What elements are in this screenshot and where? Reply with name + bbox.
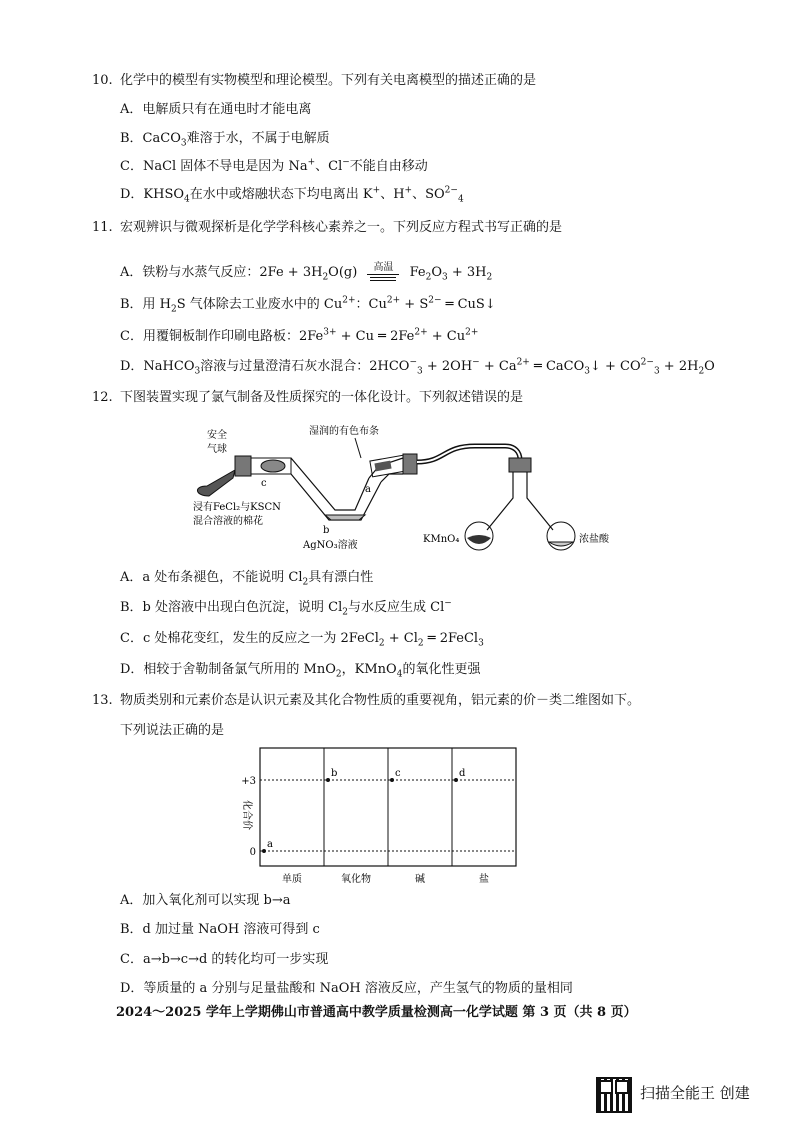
subscript: 3: [653, 366, 660, 377]
text: O: [704, 359, 715, 374]
q11-option-b[interactable]: [120, 297, 496, 313]
superscript: 2−: [428, 295, 442, 306]
text: + Cl: [384, 631, 418, 646]
text: O: [431, 265, 442, 280]
q13-option-b[interactable]: [120, 922, 320, 938]
left-stopper: [235, 456, 251, 476]
text: 溶液与过量澄清石灰水混合：2HCO: [200, 359, 410, 374]
q10-stem: [92, 73, 536, 89]
superscript: 2−: [640, 357, 654, 368]
superscript: 2+: [465, 327, 479, 338]
subscript: 2: [417, 638, 424, 649]
superscript: 2−: [444, 185, 458, 196]
text: + Cu ═ 2Fe: [336, 329, 415, 344]
q10-option-c[interactable]: [120, 159, 428, 175]
x-category-label: 单质: [282, 874, 302, 885]
text: + Ca: [479, 359, 517, 374]
y-tube: [487, 472, 553, 530]
subscript: 4: [396, 669, 403, 680]
chart-ylabel: 化合价: [241, 800, 252, 830]
q12-stem-text: 下图装置实现了氯气制备及性质探究的一体化设计。下列叙述错误的是: [120, 390, 524, 405]
superscript: −: [472, 357, 480, 368]
subscript: 3: [180, 138, 187, 149]
data-point-label: a: [267, 839, 273, 850]
text: D．NaHCO: [120, 359, 195, 374]
q13-option-c[interactable]: [120, 952, 328, 968]
label-cotton-1: 浸有FeCl₂与KSCN: [193, 502, 281, 513]
subscript: 2: [171, 304, 177, 315]
text: 不能自由移动: [349, 159, 428, 174]
reaction-condition: [367, 262, 399, 283]
y-tube-stopper: [509, 458, 531, 472]
q13-stem: [92, 693, 640, 709]
text: C．c 处棉花变红，发生的反应之一为 2FeCl: [120, 631, 379, 646]
q10-number: 10.: [92, 73, 113, 88]
q12-stem: [92, 390, 523, 406]
text: 的氧化性更强: [402, 662, 481, 677]
label-b: b: [323, 525, 330, 536]
text: 难溶于水，不属于电解质: [186, 131, 330, 146]
q13-number: 13.: [92, 693, 113, 708]
hcl-liquid: [549, 542, 573, 546]
apparatus-diagram: [175, 418, 609, 558]
text: 在水中或熔融状态下均电离出 K: [189, 187, 373, 202]
x-category-label: 碱: [415, 874, 425, 885]
q11-option-d[interactable]: [120, 359, 715, 375]
label-wet-strip: 湿润的有色布条: [309, 426, 379, 437]
text: O(g): [328, 265, 358, 280]
text: ═ CuS↓: [441, 297, 496, 312]
q10-option-a-text: A．电解质只有在通电时才能电离: [120, 102, 312, 117]
data-point-c: [390, 778, 394, 782]
safety-balloon: [197, 470, 235, 496]
subscript: 2: [302, 577, 309, 588]
text: 、H: [380, 187, 405, 202]
scanner-watermark: 扫描全能王 创建: [640, 1084, 750, 1102]
text: A．加入氧化剂可以实现 b→a: [120, 893, 291, 908]
text: + S: [400, 297, 429, 312]
q11-stem-text: 宏观辨识与微观探析是化学学科核心素养之一。下列反应方程式书写正确的是: [120, 220, 563, 235]
text: S 气体除去工业废水中的 Cu: [176, 297, 343, 312]
label-balloon-1: 安全: [207, 430, 227, 441]
data-point-d: [454, 778, 458, 782]
subscript: 3: [417, 366, 423, 377]
label-c: c: [261, 478, 267, 489]
superscript: +: [307, 157, 316, 168]
subscript: 2: [486, 272, 493, 283]
cotton-c: [261, 460, 285, 472]
subscript: 4: [457, 194, 464, 205]
text: ，KMnO: [341, 662, 397, 677]
page-footer: 2024～2025 学年上学期佛山市普通高中教学质量检测高一化学试题 第 3 页（共 8 页）: [116, 1005, 637, 1020]
subscript: 4: [184, 194, 190, 205]
q10-option-d[interactable]: [120, 187, 464, 203]
data-point-label: d: [459, 768, 466, 779]
subscript: 2: [322, 272, 329, 283]
qr-code-icon: [596, 1077, 632, 1113]
subscript: 2: [335, 669, 342, 680]
y-tick-label: +3: [241, 776, 256, 787]
superscript: 2+: [414, 327, 428, 338]
text: C．a→b→c→d 的转化均可一步实现: [120, 952, 329, 967]
q11-option-c[interactable]: [120, 329, 478, 345]
superscript: 2+: [342, 295, 356, 306]
superscript: +: [404, 185, 413, 196]
subscript: 2: [698, 366, 705, 377]
q12-option-d[interactable]: [120, 662, 480, 678]
subscript: 3: [442, 272, 448, 283]
label-agno3: AgNO₃溶液: [303, 540, 358, 551]
superscript: −: [409, 357, 417, 368]
q10-option-b[interactable]: [120, 131, 330, 147]
q13-option-d[interactable]: [120, 981, 573, 997]
q12-option-c[interactable]: [120, 631, 484, 647]
x-category-label: 盐: [479, 874, 489, 885]
superscript: −: [444, 598, 452, 609]
data-point-label: b: [331, 768, 338, 779]
text: ═ 2FeCl: [423, 631, 479, 646]
data-point-a: [262, 849, 266, 853]
text: Fe: [409, 265, 426, 280]
subscript: 2: [378, 638, 385, 649]
text: 具有漂白性: [308, 570, 374, 585]
label-hcl: 浓盐酸: [579, 534, 609, 545]
text: B．b 处溶液中出现白色沉淀，说明 Cl: [120, 600, 343, 615]
subscript: 3: [478, 638, 484, 649]
text: + 3H: [447, 265, 487, 280]
q10-option-a[interactable]: [120, 102, 311, 118]
text: C．NaCl 固体不导电是因为 Na: [120, 159, 308, 174]
text: 、SO: [412, 187, 445, 202]
text: B．CaCO: [120, 131, 181, 146]
data-point-label: c: [395, 768, 401, 779]
text: A．a 处布条褪色，不能说明 Cl: [120, 570, 303, 585]
superscript: 2+: [516, 357, 530, 368]
subscript: 2: [342, 607, 348, 618]
right-stopper: [403, 454, 417, 474]
text: D．相较于舍勒制备氯气所用的 MnO: [120, 662, 336, 677]
colored-strip: [374, 461, 391, 472]
q11-option-a[interactable]: [120, 262, 492, 283]
text: ═ CaCO: [529, 359, 585, 374]
text: 下列说法正确的是: [120, 723, 225, 738]
y-tick-label: 0: [249, 847, 256, 858]
data-point-b: [326, 778, 330, 782]
text: B．用 H: [120, 297, 172, 312]
q11-stem: [92, 220, 562, 236]
text: 、Cl: [315, 159, 343, 174]
q13-stem-text: 物质类别和元素价态是认识元素及其化合物性质的重要视角，铝元素的价－类二维图如下。: [120, 693, 641, 708]
agno3-solution: [325, 515, 365, 520]
label-cotton-2: 混合溶液的棉花: [193, 516, 263, 527]
label-a: a: [365, 484, 371, 495]
text: A．铁粉与水蒸气反应：2Fe + 3H: [120, 265, 323, 280]
label-kmno4: KMnO₄: [423, 534, 460, 545]
text: D．KHSO: [120, 187, 185, 202]
q10-stem-text: 化学中的模型有实物模型和理论模型。下列有关电离模型的描述正确的是: [120, 73, 537, 88]
superscript: +: [372, 185, 381, 196]
q13-option-a[interactable]: [120, 893, 291, 909]
text: D．等质量的 a 分别与足量盐酸和 NaOH 溶液反应，产生氢气的物质的量相同: [120, 981, 573, 996]
q13-stem-2: [120, 723, 224, 739]
text: + Cu: [427, 329, 466, 344]
q12-number: 12.: [92, 390, 113, 405]
text: 高温: [367, 262, 399, 275]
text: + 2H: [659, 359, 699, 374]
superscript: −: [342, 157, 350, 168]
kmno4-solid: [467, 535, 491, 544]
valence-class-chart: [230, 748, 530, 888]
text: ↓ + CO: [590, 359, 641, 374]
subscript: 3: [194, 366, 201, 377]
superscript: 3+: [323, 327, 337, 338]
superscript: 2+: [386, 295, 401, 306]
x-category-label: 氧化物: [341, 874, 371, 885]
text: B．d 加过量 NaOH 溶液可得到 c: [120, 922, 320, 937]
label-balloon-2: 气球: [207, 444, 227, 455]
text: 与水反应生成 Cl: [347, 600, 445, 615]
text: C．用覆铜板制作印刷电路板：2Fe: [120, 329, 324, 344]
q12-option-b[interactable]: [120, 600, 452, 616]
text: ：Cu: [355, 297, 387, 312]
text: + 2OH: [422, 359, 473, 374]
q11-number: 11.: [92, 220, 113, 235]
subscript: 2: [425, 272, 432, 283]
subscript: 3: [584, 366, 590, 377]
q12-option-a[interactable]: [120, 570, 373, 586]
